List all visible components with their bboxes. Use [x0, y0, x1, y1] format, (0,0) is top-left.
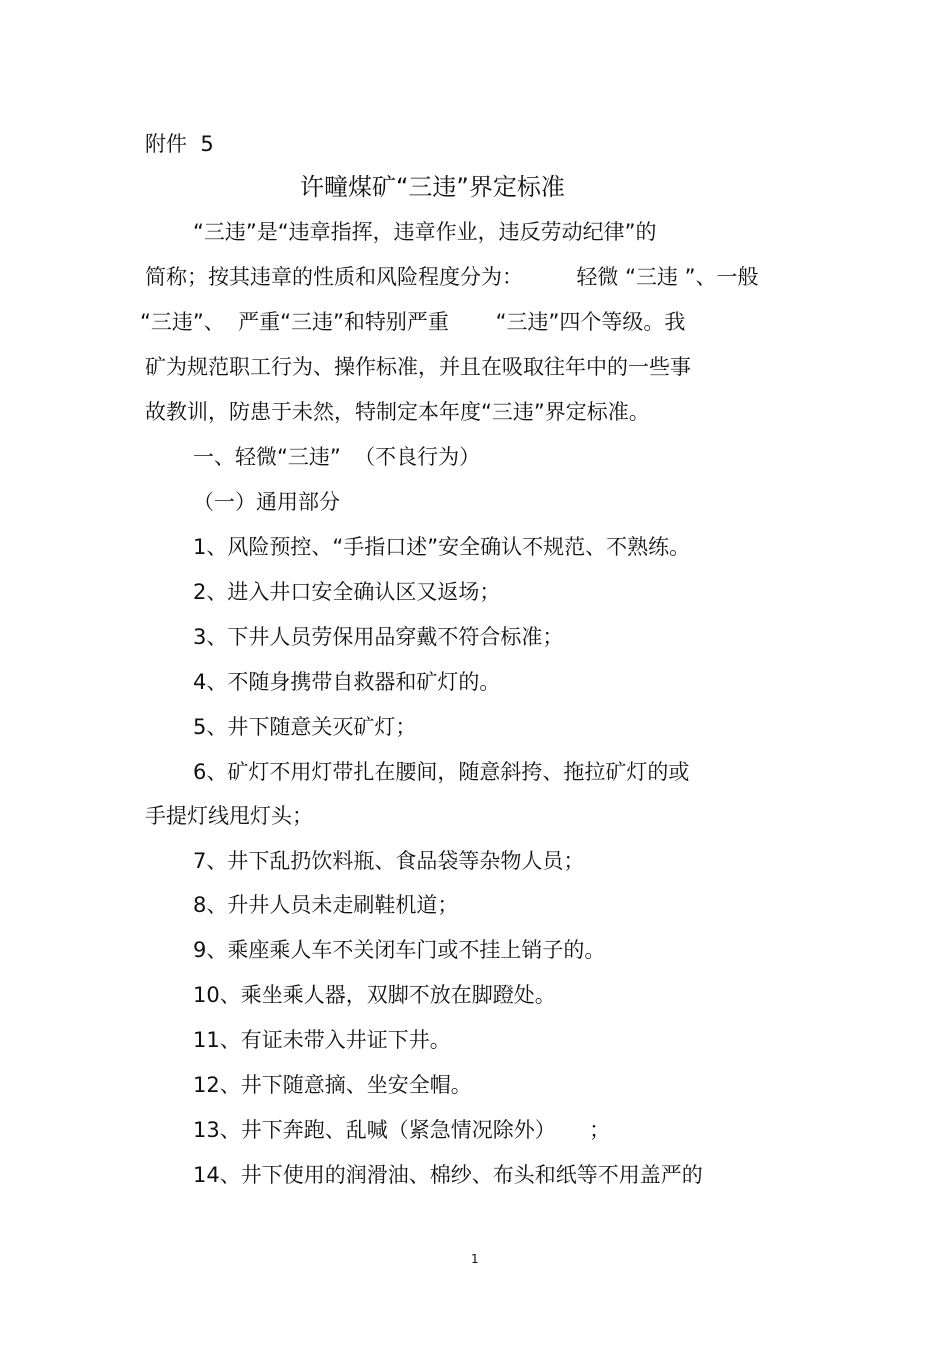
list-item: 14、井下使用的润滑油、棉纱、布头和纸等不用盖严的: [193, 1163, 703, 1187]
list-item: 8、升井人员未走刷鞋机道；: [193, 893, 459, 917]
list-item: 10、乘坐乘人器，双脚不放在脚蹬处。: [193, 983, 556, 1007]
intro-line: 简称；按其违章的性质和风险程度分为： 轻微 “三违 ”、一般: [145, 265, 759, 289]
list-item: 1、风险预控、“手指口述”安全确认不规范、不熟练。: [193, 535, 691, 559]
intro-line: 故教训，防患于未然，特制定本年度“三违”界定标准。: [145, 400, 650, 424]
intro-line: 矿为规范职工行为、操作标准，并且在吸取往年中的一些事: [145, 355, 691, 379]
subsection-heading: （一）通用部分: [193, 490, 340, 514]
section-heading: 一、轻微“三违” （不良行为）: [193, 445, 481, 469]
page-number: 1: [471, 1252, 479, 1266]
list-item: 3、下井人员劳保用品穿戴不符合标准；: [193, 625, 564, 649]
list-item-continuation: 手提灯线甩灯头；: [145, 804, 313, 828]
document-title: 许疃煤矿“三违”界定标准: [300, 173, 565, 201]
list-item: 4、不随身携带自救器和矿灯的。: [193, 670, 501, 694]
intro-line: “三违”是“违章指挥，违章作业，违反劳动纪律”的: [193, 220, 657, 244]
list-item: 12、井下随意摘、坐安全帽。: [193, 1073, 472, 1097]
list-item: 13、井下奔跑、乱喊（紧急情况除外） ；: [193, 1118, 611, 1142]
list-item: 5、井下随意关灭矿灯；: [193, 715, 417, 739]
list-item: 9、乘座乘人车不关闭车门或不挂上销子的。: [193, 938, 606, 962]
list-item: 6、矿灯不用灯带扎在腰间，随意斜挎、拖拉矿灯的或: [193, 760, 690, 784]
list-item: 11、有证未带入井证下井。: [193, 1028, 451, 1052]
attachment-label: 附件 5: [145, 132, 214, 156]
intro-line: “三违”、 严重“三违”和特别严重 “三违”四个等级。我: [140, 310, 686, 334]
list-item: 2、进入井口安全确认区又返场；: [193, 580, 501, 604]
list-item: 7、井下乱扔饮料瓶、食品袋等杂物人员；: [193, 849, 585, 873]
